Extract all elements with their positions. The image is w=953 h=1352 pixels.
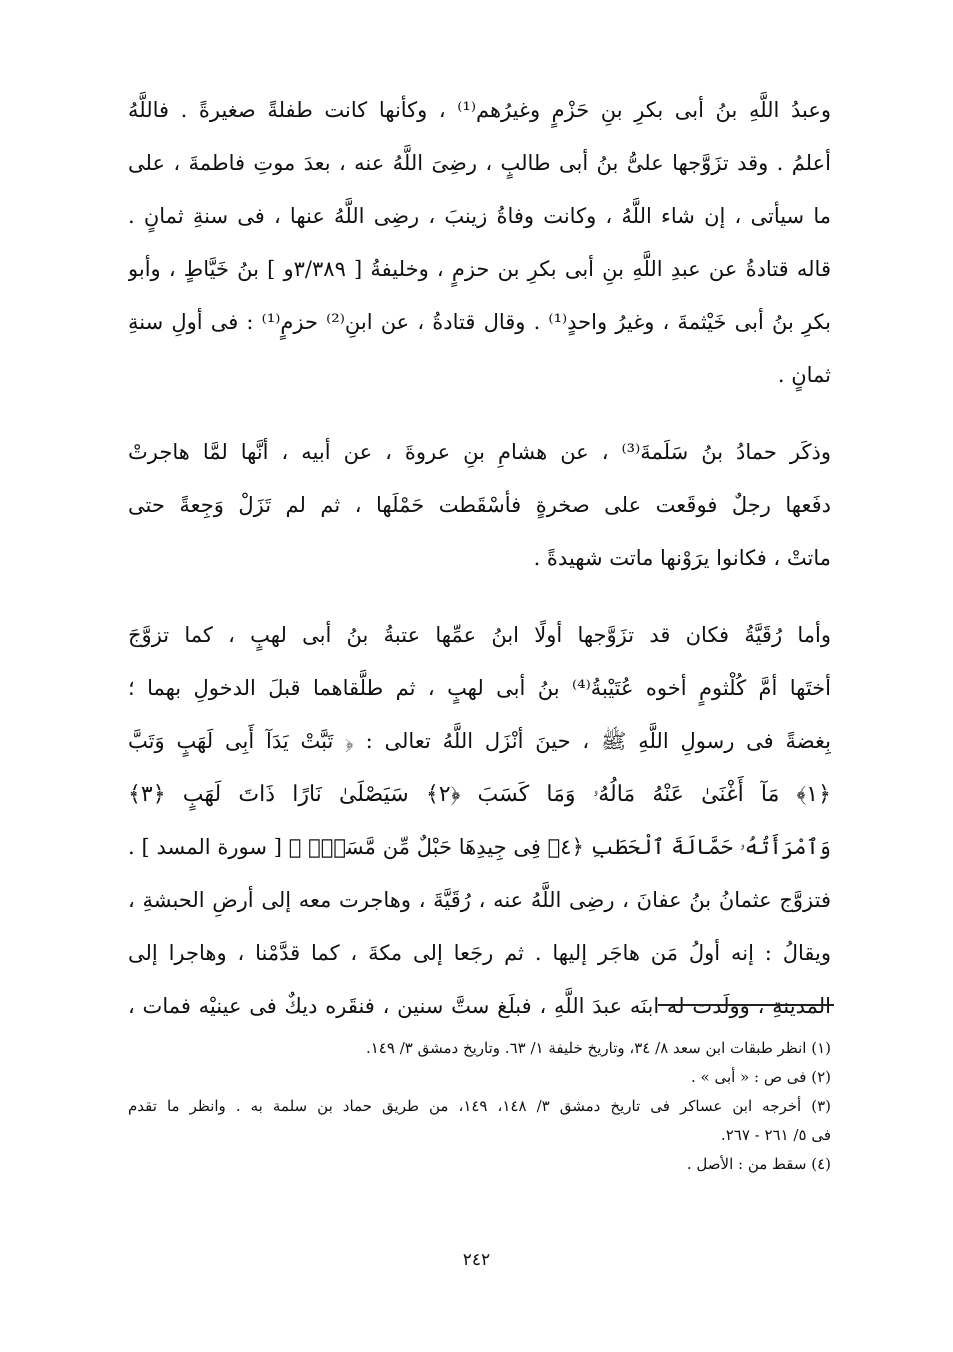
text-line: قاله قتادةُ عن عبدِ اللَّهِ بنِ أبى بكرِ بن حزمٍ ، وخليفةُ [ ٣/٣٨٩و ] بنُ خَيَّاطٍ ، وأبو [128,257,831,281]
page-number: ٢٤٢ [462,1250,491,1270]
paragraph-1 [128,84,831,402]
footnote-4: (٤) سقط من : الأصل . [686,1155,831,1173]
footnote-1: (١) انظر طبقات ابن سعد ٨/ ٣٤، وتاريخ خليفة ١/ ٦٣. وتاريخ دمشق ٣/ ١٤٩. [365,1039,831,1057]
text-line: أعلمُ . وقد تزَوَّجها علىُّ بنُ أبى طالبٍ ، رضِىَ اللَّهُ عنه ، بعدَ موتِ فاطمةَ ، على [128,151,831,175]
text-line: المدينةِ ، وولَدت له ابنَه عبدَ اللَّهِ ، فبلَغ ستَّ سنين ، فنقَره ديكٌ فى عينيْه فمات ، [128,994,831,1018]
quran-line: ﴿١﴾ مَآ أَغْنَىٰ عَنْهُ مَالُهُۥ وَمَا كَسَبَ ﴿٢﴾ سَيَصْلَىٰ نَارًا ذَاتَ لَهَبٍ ﴿٣﴾ [128,782,831,807]
text-line: ما سيأتى ، إن شاء اللَّهُ ، وكانت وفاةُ زينبَ ، رضِى اللَّهُ عنها ، فى سنةِ ثمانٍ . [128,204,831,228]
paragraph-2 [128,426,831,585]
text-line: ثمانٍ . [777,363,831,387]
text-line: دفَعها رجلٌ فوقَعت على صخرةٍ فأسْقَطت حَمْلَها ، ثم لم تَزَلْ وَجِعةً حتى [128,493,831,517]
text-line: فتزوَّج عثمانُ بنُ عفانَ ، رضِى اللَّهُ عنه ، رُقَيَّةَ ، وهاجرت معه إلى أرضِ الحبشةِ ، [128,888,831,912]
footnote-2: (٢) فى ص : « أبى » . [691,1068,831,1086]
text-line: بكرِ بنُ أبى خَيْثمةَ ، وغيرُ واحدٍ⁽¹⁾ . وقال قتادةُ ، عن ابنِ⁽²⁾ حزمٍ⁽¹⁾ : فى أولِ سنةِ [128,310,831,334]
footnote-separator [658,1004,834,1006]
quran-line: وَٱمْرَأَتُهُۥ حَمَّالَةَ ٱلْحَطَبِ ﴿٤﴾ فِى جِيدِهَا حَبْلٌ مِّن مَّسَدٍۭ ﴾ [ سورة المسد ] . [128,835,831,859]
text-line: ويقالُ : إنه أولُ مَن هاجَر إليها . ثم رجَعا إلى مكةَ ، كما قدَّمْنا ، وهاجرا إلى [128,941,831,965]
text-line: ماتتْ ، فكانوا يرَوْنها ماتت شهيدةً . [533,546,831,570]
text-line: وأما رُقَيَّةُ فكان قد تزَوَّجها أولًا ابنُ عمِّها عتبةُ بنُ أبى لهبٍ ، كما تزوَّجَ [128,623,831,647]
paragraph-gap [128,402,831,426]
body-text [128,84,831,1033]
text-line: وعبدُ اللَّهِ بنُ أبى بكرِ بنِ حَزْمٍ وغيرُهم⁽¹⁾ ، وكأنها كانت طفلةً صغيرةً . فاللَّهُ [128,98,831,122]
paragraph-gap [128,585,831,609]
text-line: أختَها أمَّ كُلْثومٍ أخوه عُتَيْبةُ⁽⁴⁾ بنُ أبى لهبٍ ، ثم طلَّقاهما قبلَ الدخولِ بهما ؛ [128,676,831,700]
footnote-3: (٣) أخرجه ابن عساكر فى تاريخ دمشق ٣/ ١٤٨، ١٤٩، من طريق حماد بن سلمة به . وانظر ما تقدم [128,1097,831,1115]
text-line: بِغضةً فى رسولِ اللَّهِ ﷺ ، حينَ أنْزَل اللَّهُ تعالى : ﴿ تَبَّتْ يَدَآ أَبِى لَهَبٍ وَتَبَّ [128,729,831,753]
footnote-3-continued: فى ٥/ ٢٦١ - ٢٦٧. [720,1126,831,1144]
text-line: وذكَر حمادُ بنُ سَلَمةَ⁽³⁾ ، عن هشامِ بنِ عروةَ ، عن أبيه ، أنَّها لمَّا هاجرتْ [128,440,831,464]
footnotes [128,1034,831,1179]
paragraph-3 [128,609,831,1033]
